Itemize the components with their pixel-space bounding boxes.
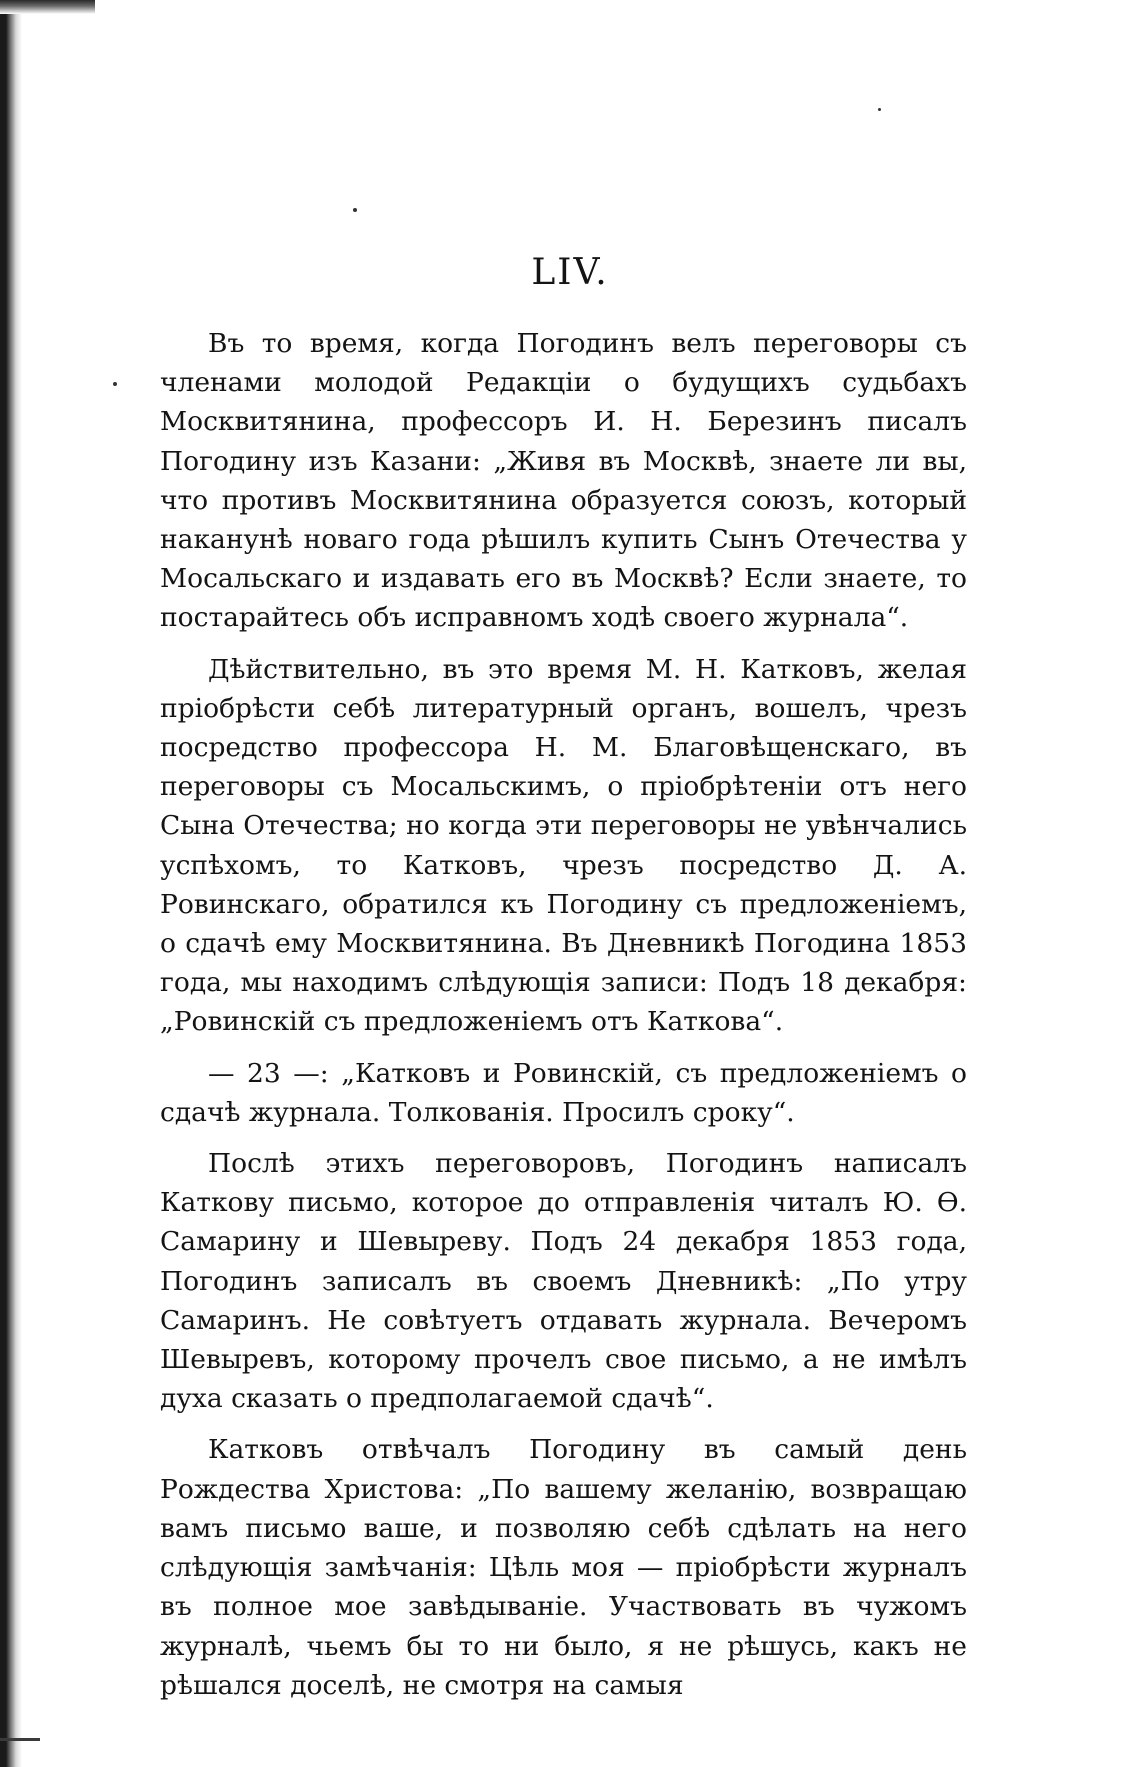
paragraph: Въ то время, когда Погодинъ велъ переговоры съ членами молодой Редакціи о будущихъ судьбахъ Москвитянина, профессоръ И. Н. Березинъ писалъ Погодину изъ Казани: „Живя въ Москвѣ, знаете ли вы, что противъ Москвитянина образуется союзъ, который наканунѣ новаго года рѣшилъ купить Сынъ Отечества у Мосальскаго и издавать его въ Москвѣ? Если знаете, то постарайтесь объ исправномъ ходѣ своего журнала“.	[160, 328, 967, 634]
scan-mark	[0, 1738, 40, 1741]
print-speck	[878, 108, 881, 111]
paragraph: Послѣ этихъ переговоровъ, Погодинъ написалъ Каткову письмо, которое до отправленія читалъ Ю. Ѳ. Самарину и Шевыреву. Подъ 24 декабря 1853 года, Погодинъ записалъ въ своемъ Дневникѣ: „По утру Самаринъ. Не совѣтуетъ отдавать журнала. Вечеромъ Шевыревъ, которому прочелъ свое письмо, а не имѣлъ духа сказать о предполагаемой сдачѣ“.	[160, 1148, 967, 1415]
paragraph: Катковъ отвѣчалъ Погодину въ самый день Рождества Христова: „По вашему желанію, возвращаю вамъ письмо ваше, и позволяю себѣ сдѣлать на него слѣдующія замѣчанія: Цѣль моя — пріобрѣсти журналъ въ полное мое завѣдываніе. Участвовать въ чужомъ журналѣ, чьемъ бы то ни было, я не рѣшусь, какъ не рѣшался доселѣ, не смотря на самыя	[160, 1434, 967, 1701]
scanned-page-corner	[0, 0, 95, 14]
page-number: LIV.	[531, 252, 609, 293]
paragraph: — 23 —: „Катковъ и Ровинскій, съ предложеніемъ о сдачѣ журнала. Толкованія. Просилъ сроку“.	[160, 1057, 967, 1128]
print-speck	[113, 382, 117, 386]
page-body	[160, 324, 967, 1705]
paragraph: Дѣйствительно, въ это время М. Н. Катковъ, желая пріобрѣсти себѣ литературный органъ, вошелъ, чрезъ посредство профессора Н. М. Благовѣщенскаго, въ переговоры съ Мосальскимъ, о пріобрѣтеніи отъ него Сына Отечества; но когда эти переговоры не увѣнчались успѣхомъ, то Катковъ, чрезъ посредство Д. А. Ровинскаго, обратился къ Погодину съ предложеніемъ, о сдачѣ ему Москвитянина. Въ Дневникѣ Погодина 1853 года, мы находимъ слѣдующія записи: Подъ 18 декабря: „Ровинскій съ предложеніемъ отъ Каткова“.	[160, 653, 967, 1038]
print-speck	[353, 208, 357, 212]
